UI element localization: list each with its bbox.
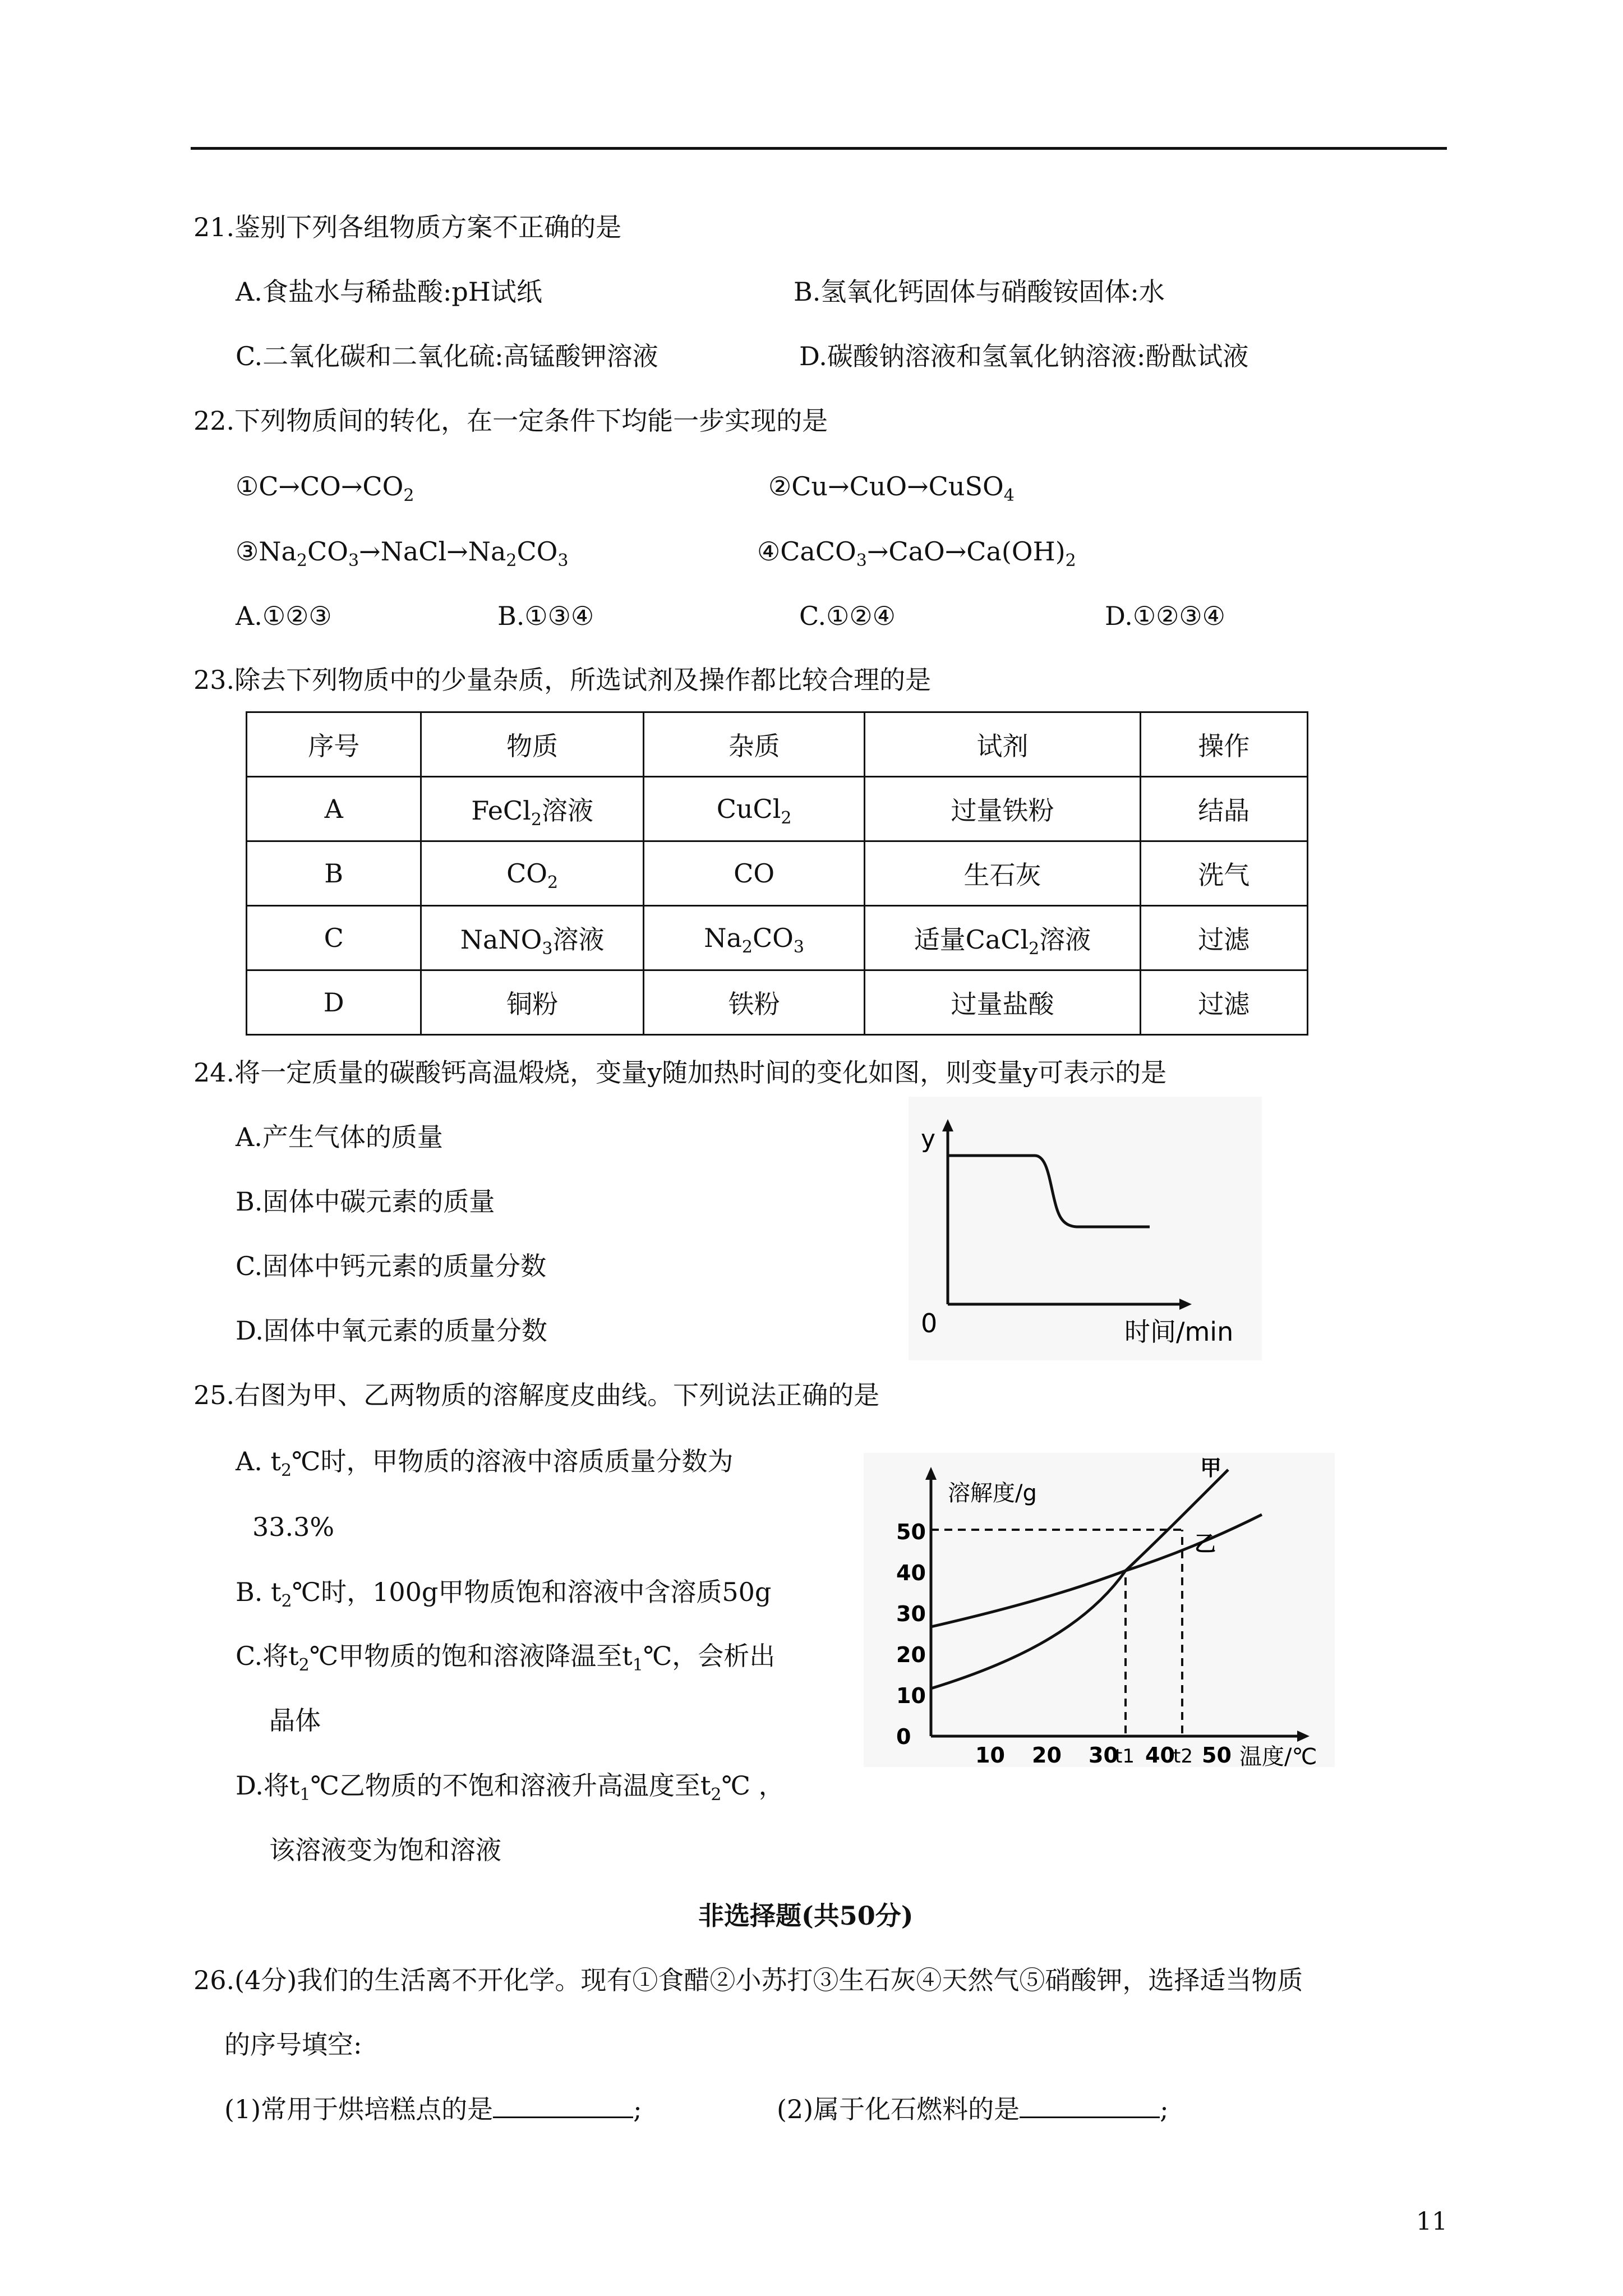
q25-option-c-sub: 2 bbox=[298, 1655, 310, 1675]
figure-background bbox=[864, 1453, 1335, 1767]
q25-option-a-sub: 2 bbox=[280, 1461, 292, 1480]
cell-sub: 3 bbox=[793, 937, 804, 957]
table-cell: B bbox=[247, 841, 421, 906]
label-jia: 甲 bbox=[1200, 1456, 1222, 1480]
section-title: 非选择题(共50分) bbox=[698, 1901, 914, 1931]
table-cell bbox=[421, 841, 643, 906]
q24-option-c: C.固体中钙元素的质量分数 bbox=[236, 1251, 547, 1281]
q21-stem: 21.鉴别下列各组物质方案不正确的是 bbox=[193, 212, 622, 242]
q26-stem: 26.(4分)我们的生活离不开化学。现有①食醋②小苏打③生石灰④天然气⑤硝酸钾，选择适当物质 bbox=[193, 1965, 1303, 1995]
q26-part-1 bbox=[224, 2092, 642, 2126]
cell-text: 适量CaCl bbox=[914, 924, 1029, 955]
axis-label-x: 时间/min bbox=[1124, 1317, 1234, 1347]
cell-text: Na bbox=[704, 923, 742, 953]
q25-solubility-figure bbox=[864, 1453, 1335, 1767]
table-cell: 过量盐酸 bbox=[865, 970, 1140, 1035]
axis-label-x: 温度/℃ bbox=[1239, 1744, 1317, 1767]
table-cell: 过滤 bbox=[1140, 906, 1307, 970]
q22-item-1-sub: 2 bbox=[403, 486, 414, 505]
table-row bbox=[247, 970, 1308, 1035]
q25-option-b-text: B. t bbox=[236, 1577, 282, 1607]
table-cell bbox=[421, 906, 643, 970]
q26-part-1-punct: ; bbox=[633, 2094, 642, 2124]
label-yi: 乙 bbox=[1195, 1531, 1216, 1556]
table-cell: 铁粉 bbox=[643, 970, 865, 1035]
x-tick-label: 10 bbox=[975, 1743, 1005, 1767]
table-header-row bbox=[247, 712, 1308, 777]
cell-text: 溶液 bbox=[552, 924, 605, 955]
q22-item-3-sub: 3 bbox=[557, 551, 569, 570]
q22-item-3-sub: 2 bbox=[296, 551, 308, 570]
q24-option-d: D.固体中氧元素的质量分数 bbox=[236, 1315, 547, 1346]
q22-item-3 bbox=[236, 535, 568, 568]
q25-option-d-text: ℃ ， bbox=[721, 1770, 785, 1801]
q24-stem: 24.将一定质量的碳酸钙高温煅烧，变量y随加热时间的变化如图，则变量y可表示的是 bbox=[193, 1057, 1167, 1088]
q25-option-d-sub: 1 bbox=[299, 1785, 311, 1805]
q25-option-c-sub: 1 bbox=[632, 1655, 643, 1675]
cell-text: CO bbox=[506, 858, 548, 889]
answer-blank[interactable] bbox=[1020, 2093, 1160, 2118]
q22-item-3-text: →NaCl→Na bbox=[359, 536, 506, 567]
q22-item-4-text: →CaO→Ca(OH) bbox=[866, 536, 1066, 567]
q22-item-1-text: ①C→CO→CO bbox=[236, 471, 404, 501]
table-header-cell: 序号 bbox=[247, 712, 421, 777]
q22-item-1 bbox=[236, 470, 414, 503]
q22-item-2 bbox=[768, 470, 1015, 503]
q26-part-2-text: (2)属于化石燃料的是 bbox=[777, 2094, 1020, 2124]
table-header-cell: 试剂 bbox=[865, 712, 1140, 777]
q22-item-3-sub: 3 bbox=[348, 551, 359, 570]
q23-stem: 23.除去下列物质中的少量杂质，所选试剂及操作都比较合理的是 bbox=[193, 665, 932, 695]
table-cell: D bbox=[247, 970, 421, 1035]
q22-stem: 22.下列物质间的转化，在一定条件下均能一步实现的是 bbox=[193, 406, 828, 436]
q22-option-b: B.①③④ bbox=[497, 601, 594, 631]
q22-item-3-text: CO bbox=[517, 536, 558, 567]
table-cell bbox=[643, 906, 865, 970]
table-cell: 洗气 bbox=[1140, 841, 1307, 906]
q22-item-2-sub: 4 bbox=[1003, 486, 1015, 505]
q26-part-1-text: (1)常用于烘培糕点的是 bbox=[224, 2094, 494, 2124]
y-tick-label: 30 bbox=[896, 1602, 926, 1626]
table-cell: 结晶 bbox=[1140, 777, 1307, 841]
cell-text: CuCl bbox=[716, 794, 781, 824]
q25-option-d-text: ℃乙物质的不饱和溶液升高温度至t bbox=[310, 1770, 711, 1801]
q25-option-d-text: D.将t bbox=[236, 1770, 300, 1801]
q22-item-3-text: CO bbox=[307, 536, 348, 567]
q25-option-a-cont: 33.3% bbox=[252, 1512, 335, 1542]
y-tick-label: 50 bbox=[896, 1520, 926, 1544]
q21-option-d: D.碳酸钠溶液和氢氧化钠溶液:酚酞试液 bbox=[799, 341, 1249, 371]
cell-sub: 2 bbox=[547, 873, 559, 892]
cell-sub: 2 bbox=[1029, 939, 1040, 959]
table-cell bbox=[421, 777, 643, 841]
table-cell: A bbox=[247, 777, 421, 841]
cell-text: FeCl bbox=[471, 795, 531, 826]
answer-blank[interactable] bbox=[493, 2093, 633, 2118]
table-cell: C bbox=[247, 906, 421, 970]
q25-option-d-sub: 2 bbox=[711, 1785, 722, 1805]
table-header-cell: 杂质 bbox=[643, 712, 865, 777]
cell-sub: 2 bbox=[531, 810, 542, 830]
q22-option-a: A.①②③ bbox=[236, 601, 332, 631]
cell-text: CO bbox=[752, 923, 794, 953]
q22-item-2-text: ②Cu→CuO→CuSO bbox=[768, 471, 1004, 501]
q25-option-d-cont: 该溶液变为饱和溶液 bbox=[269, 1835, 501, 1865]
q22-option-d: D.①②③④ bbox=[1105, 601, 1225, 631]
q22-item-4-text: ④CaCO bbox=[757, 536, 856, 567]
table-cell: 过量铁粉 bbox=[865, 777, 1140, 841]
q25-option-c bbox=[236, 1639, 775, 1673]
cell-text: NaNO bbox=[460, 924, 542, 955]
y-tick-label: 0 bbox=[896, 1724, 911, 1749]
q21-option-c: C.二氧化碳和二氧化硫:高锰酸钾溶液 bbox=[236, 341, 658, 371]
x-tick-label: 50 bbox=[1202, 1743, 1232, 1767]
y-tick-label: 20 bbox=[896, 1642, 926, 1667]
table-row bbox=[247, 841, 1308, 906]
q25-option-c-text: ℃甲物质的饱和溶液降温至t bbox=[309, 1641, 633, 1671]
axis-label-y: y bbox=[921, 1125, 936, 1153]
table-cell: 铜粉 bbox=[421, 970, 643, 1035]
tick-t1: t1 bbox=[1115, 1745, 1135, 1767]
q26-part-2-punct: ; bbox=[1160, 2094, 1169, 2124]
cell-sub: 2 bbox=[781, 808, 792, 828]
tick-t2: t2 bbox=[1173, 1745, 1193, 1767]
q22-item-4 bbox=[757, 535, 1076, 568]
q25-option-b bbox=[236, 1575, 771, 1609]
cell-text: 溶液 bbox=[541, 795, 593, 826]
q23-table bbox=[246, 711, 1308, 1036]
x-tick-label: 40 bbox=[1145, 1743, 1175, 1767]
table-header-cell: 操作 bbox=[1140, 712, 1307, 777]
q21-option-a: A.食盐水与稀盐酸:pH试纸 bbox=[236, 277, 542, 307]
q25-option-b-sub: 2 bbox=[281, 1591, 292, 1611]
x-tick-label: 30 bbox=[1089, 1743, 1118, 1767]
x-tick-label: 20 bbox=[1032, 1743, 1062, 1767]
axis-origin: 0 bbox=[921, 1308, 938, 1338]
q25-option-a-text: ℃时，甲物质的溶液中溶质质量分数为 bbox=[292, 1446, 734, 1476]
q22-item-3-sub: 2 bbox=[506, 551, 517, 570]
q25-option-c-text: ℃，会析出 bbox=[643, 1641, 776, 1671]
q25-stem: 25.右图为甲、乙两物质的溶解度皮曲线。下列说法正确的是 bbox=[193, 1380, 880, 1410]
q25-option-c-cont: 晶体 bbox=[269, 1705, 321, 1736]
q26-part-2 bbox=[777, 2092, 1169, 2126]
y-tick-label: 10 bbox=[896, 1683, 926, 1708]
header-rule bbox=[191, 147, 1447, 150]
table-cell: 生石灰 bbox=[865, 841, 1140, 906]
table-header-cell: 物质 bbox=[421, 712, 643, 777]
q25-option-a-text: A. t bbox=[236, 1446, 281, 1476]
q24-option-a: A.产生气体的质量 bbox=[236, 1122, 443, 1152]
q21-option-b: B.氢氧化钙固体与硝酸铵固体:水 bbox=[794, 277, 1165, 307]
page-number: 11 bbox=[1416, 2207, 1447, 2236]
table-cell: CO bbox=[643, 841, 865, 906]
cell-sub: 3 bbox=[542, 939, 553, 959]
y-tick-label: 40 bbox=[896, 1561, 926, 1585]
q24-option-b: B.固体中碳元素的质量 bbox=[236, 1186, 495, 1217]
q25-option-d bbox=[236, 1769, 785, 1805]
cell-text: 溶液 bbox=[1039, 924, 1091, 955]
table-cell bbox=[643, 777, 865, 841]
q26-stem-cont: 的序号填空: bbox=[224, 2030, 362, 2060]
q22-item-4-sub: 2 bbox=[1065, 551, 1076, 570]
q22-item-4-sub: 3 bbox=[856, 551, 867, 570]
axis-label-y: 溶解度/g bbox=[948, 1480, 1037, 1506]
table-cell: 过滤 bbox=[1140, 970, 1307, 1035]
table-cell bbox=[865, 906, 1140, 970]
table-row bbox=[247, 906, 1308, 970]
q24-figure bbox=[909, 1097, 1262, 1360]
q22-item-3-text: ③Na bbox=[236, 536, 297, 567]
q25-option-c-text: C.将t bbox=[236, 1641, 299, 1671]
q22-option-c: C.①②④ bbox=[799, 601, 896, 631]
table-row bbox=[247, 777, 1308, 841]
q25-option-a bbox=[236, 1444, 734, 1478]
cell-sub: 2 bbox=[741, 937, 753, 957]
q25-option-b-text: ℃时，100g甲物质饱和溶液中含溶质50g bbox=[292, 1577, 772, 1607]
